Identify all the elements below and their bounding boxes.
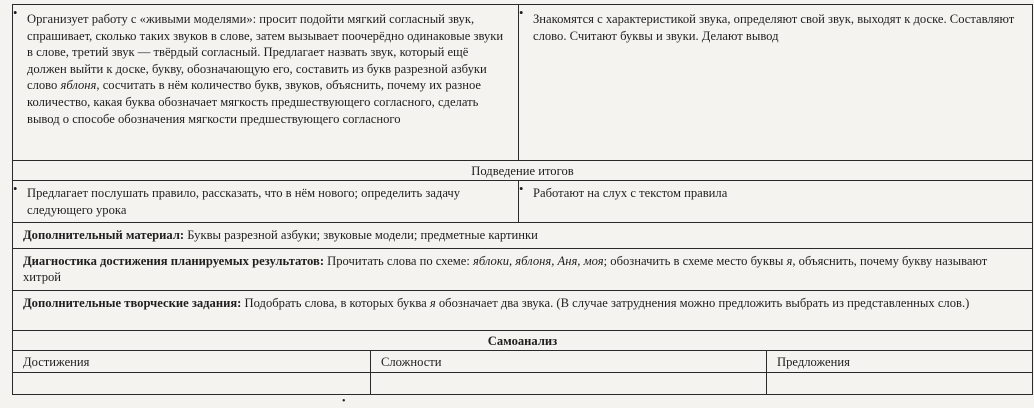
summary-student-cell xyxy=(519,181,1033,223)
teacher-activity-text-1: Организует работу с «живыми моделями»: просит подойти мягкий согласный звук, спрашивает, сколько таких звуков в слове, затем вызывает поочерёдно одинаковые звуки в слове, третий звук — твёрдый согласный. Предлагает назвать звук, который ещё должен выйти к доске, букву, обозначающую его, составить из букв разрезной азбуки слово xyxy=(27,12,504,93)
diagnostics-words: яблоки, яблоня, Аня, моя xyxy=(473,253,604,268)
summary-teacher-cell xyxy=(13,181,519,223)
activity-row xyxy=(13,5,1033,161)
creative-letter: я xyxy=(429,295,436,310)
suggestions-value xyxy=(767,373,1033,395)
diagnostics-text-2: ; обозначить в схеме место буквы xyxy=(603,253,787,268)
self-analysis-empty-row xyxy=(13,373,1033,395)
summary-heading-row xyxy=(13,161,1033,181)
summary-row xyxy=(13,181,1033,223)
summary-student-text: Работают на слух с текстом правила xyxy=(533,186,728,200)
self-analysis-heading-row xyxy=(13,330,1033,350)
self-analysis-heading: Самоанализ xyxy=(487,333,558,348)
diagnostics-letter: я xyxy=(786,253,793,268)
column-suggestions xyxy=(767,350,1033,373)
extra-material-text: Буквы разрезной азбуки; звуковые модели; предметные картинки xyxy=(184,228,538,242)
column-achievements xyxy=(13,350,371,373)
diagnostics-cell xyxy=(13,248,1033,290)
self-analysis-columns-row xyxy=(13,350,1033,373)
diagnostics-row xyxy=(13,248,1033,290)
creative-label: Дополнительные творческие задания: xyxy=(23,295,242,310)
teacher-activity-text-2: , сосчитать в нём количество букв, звуков, объяснить, почему их разное количество, какая буква обозначает мягкость предшествующего согласного, сделать вывод о способе обозначения мягкости предшествующего согласного xyxy=(27,78,482,126)
word-yablonya: яблоня xyxy=(60,78,97,93)
column-difficulties-label: Сложности xyxy=(381,354,442,369)
extra-material-label: Дополнительный материал: xyxy=(23,228,185,242)
diagnostics-text-3: , объяснить, почему букву называют хитрой xyxy=(23,253,988,285)
student-activity-cell xyxy=(519,5,1033,161)
bullet-marker: • xyxy=(13,182,18,196)
teacher-activity-cell xyxy=(13,5,519,161)
bullet-marker: • xyxy=(519,6,524,20)
diagnostics-text-1: Прочитать слова по схеме: xyxy=(324,253,473,268)
student-activity-text: Знакомятся с характеристикой звука, определяют свой звук, выходят к доске. Составляют слово. Считают буквы и звуки. Делают вывод xyxy=(533,12,1015,43)
column-suggestions-label: Предложения xyxy=(777,354,850,369)
stray-dot-mark: • xyxy=(342,396,346,407)
difficulties-value xyxy=(371,373,767,395)
bullet-marker: • xyxy=(519,182,524,196)
lesson-plan-page xyxy=(12,4,1032,395)
achievements-value xyxy=(13,373,371,395)
bullet-marker: • xyxy=(13,6,18,20)
creative-text-2: обозначает два звука. (В случае затруднения можно предложить выбрать из представленных слов.) xyxy=(435,295,970,310)
lesson-plan-table xyxy=(12,4,1033,395)
diagnostics-label: Диагностика достижения планируемых результатов: xyxy=(23,253,325,268)
extra-material-row xyxy=(13,223,1033,249)
column-achievements-label: Достижения xyxy=(23,354,90,369)
creative-row xyxy=(13,290,1033,330)
summary-teacher-text: Предлагает послушать правило, рассказать, что в нём нового; определить задачу следующего урока xyxy=(27,186,461,217)
extra-material-cell xyxy=(13,223,1033,249)
summary-heading: Подведение итогов xyxy=(13,161,1033,181)
column-difficulties xyxy=(371,350,767,373)
creative-cell xyxy=(13,290,1033,330)
creative-text-1: Подобрать слова, в которых буква xyxy=(241,295,430,310)
